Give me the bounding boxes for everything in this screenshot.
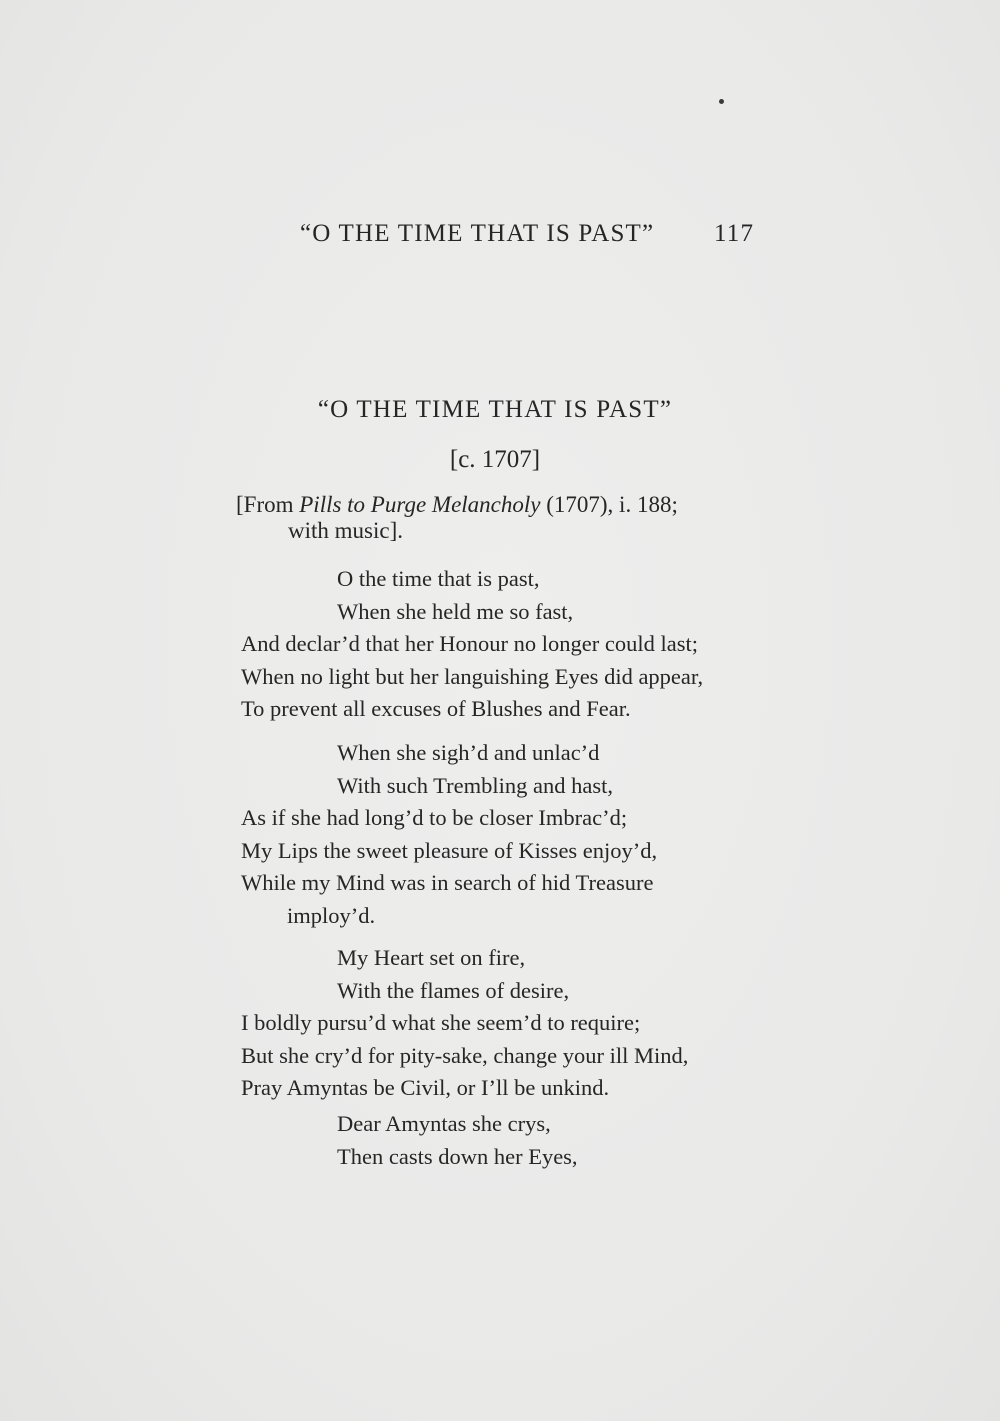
verse-line: When she held me so fast, [337, 598, 574, 624]
stanza-2 [241, 737, 761, 932]
source-prefix: [From [236, 492, 300, 517]
verse-line: Pray Amyntas be Civil, or I’ll be unkind. [241, 1075, 610, 1100]
verse-line: imploy’d. [287, 902, 376, 928]
ink-speck [719, 99, 724, 104]
verse-line: And declar’d that her Honour no longer could last; [241, 631, 698, 656]
running-head-title: “O THE TIME THAT IS PAST” [300, 220, 655, 247]
stanza-3 [241, 942, 761, 1105]
verse-line: While my Mind was in search of hid Treasure [241, 870, 654, 895]
poem-date: [c. 1707] [449, 446, 541, 473]
verse-line: When no light but her languishing Eyes did appear, [241, 663, 704, 689]
verse-line: Then casts down her Eyes, [337, 1143, 578, 1169]
page-number: 117 [714, 220, 755, 247]
verse-line: To prevent all excuses of Blushes and Fear. [241, 696, 631, 721]
source-work-title: Pills to Purge Melancholy [299, 492, 541, 517]
verse-line: My Lips the sweet pleasure of Kisses enjoy’d, [241, 837, 658, 863]
stanza-1 [241, 563, 761, 726]
source-suffix: (1707), i. 188; [540, 492, 678, 517]
stanza-4 [241, 1108, 761, 1173]
verse-line: I boldly pursu’d what she seem’d to require; [241, 1010, 641, 1035]
verse-line: With such Trembling and hast, [337, 772, 613, 798]
poem-title: “O THE TIME THAT IS PAST” [317, 396, 673, 423]
verse-line: My Heart set on fire, [337, 945, 526, 970]
source-note [236, 492, 756, 544]
verse-line: Dear Amyntas she crys, [337, 1111, 551, 1136]
source-continuation: with music]. [288, 518, 403, 543]
verse-line: As if she had long’d to be closer Imbrac’d; [241, 805, 628, 830]
verse-line: O the time that is past, [337, 566, 540, 591]
verse-line: But she cry’d for pity-sake, change your ill Mind, [241, 1042, 689, 1068]
verse-line: When she sigh’d and unlac’d [337, 740, 600, 765]
verse-line: With the flames of desire, [337, 977, 570, 1003]
